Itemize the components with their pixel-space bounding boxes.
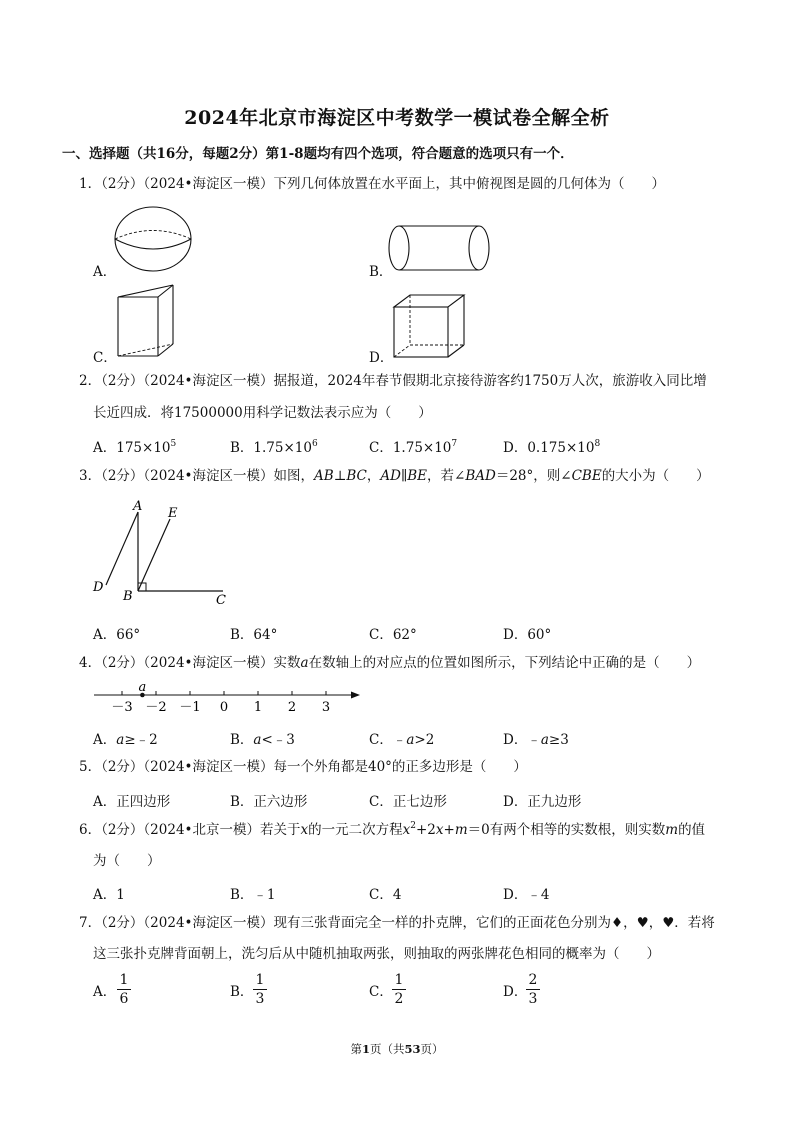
- page-title: 2024年北京市海淀区中考数学一模试卷全解全析: [184, 107, 610, 129]
- q7-option-a-label: A．: [93, 984, 117, 1000]
- q2-option-d: D．$0.175\times 10^8$: [503, 439, 601, 456]
- triangular-prism-icon: [113, 283, 178, 358]
- arrow-icon: [351, 692, 360, 699]
- cube-icon: [390, 293, 470, 361]
- q6-option-d: D．﹣4: [503, 887, 550, 903]
- q2-option-a: A．$175\times 10^5$: [93, 439, 177, 456]
- q4-option-a: A．a≥﹣2: [93, 732, 158, 748]
- q4-option-d: D．﹣a≥3: [503, 732, 569, 748]
- question-4: 4．（2分）（2024•海淀区一模）实数a在数轴上的对应点的位置如图所示，下列结论中正确的是（ ）: [79, 655, 701, 671]
- q3-option-b: B．64°: [230, 627, 278, 643]
- q7-option-c-fraction: $\frac{1}{2}$: [392, 972, 406, 1007]
- label-e: E: [168, 506, 178, 521]
- page-number: 1: [361, 1042, 370, 1056]
- q7-option-d-label: D．: [503, 984, 528, 1000]
- q7-option-a-fraction: $\frac{1}{6}$: [117, 972, 131, 1007]
- point-a-label: a: [138, 680, 147, 695]
- q2-option-c: C．$1.75\times 10^7$: [369, 439, 458, 456]
- question-text: （2分）（2024•海淀区一模）据报道，2024年春节假期北京接待游客约1750万人次，旅游收入同比增: [101, 373, 707, 389]
- question-6-line2: 为（ ）: [93, 853, 161, 869]
- question-number: 1．: [79, 176, 102, 192]
- question-number: 2．: [79, 373, 102, 389]
- number-line: [92, 680, 367, 716]
- q3-option-a: A．66°: [93, 627, 141, 643]
- label-b: B: [123, 589, 133, 604]
- tick-label: 2: [287, 700, 297, 715]
- q3-option-d: D．60°: [503, 627, 552, 643]
- cylinder-icon: [387, 222, 492, 274]
- tick-label: 3: [321, 700, 331, 715]
- question-2-line2: 长近四成．将17500000用科学记数法表示应为（ ）: [93, 405, 432, 421]
- question-5: 5．（2分）（2024•海淀区一模）每一个外角都是40°的正多边形是（ ）: [79, 759, 527, 775]
- q2-option-b: B．$1.75\times 10^6$: [230, 439, 318, 456]
- tick-label: －2: [145, 700, 167, 715]
- tick-label: －3: [111, 700, 133, 715]
- q5-option-d: D．正九边形: [503, 794, 582, 810]
- q7-option-d-fraction: $\frac{2}{3}$: [526, 972, 540, 1007]
- q7-option-b-fraction: $\frac{1}{3}$: [253, 972, 267, 1007]
- option-d-label: D．: [369, 350, 394, 366]
- q3-option-c: C．62°: [369, 627, 417, 643]
- q4-option-b: B．a<﹣3: [230, 732, 295, 748]
- question-3: 3．（2分）（2024•海淀区一模）如图，AB⊥BC，AD∥BE，若∠BAD＝28°，则∠CBE的大小为（ ）: [79, 468, 710, 484]
- q7-option-c-label: C．: [369, 984, 393, 1000]
- q6-option-a: A．1: [93, 887, 125, 903]
- page-footer: 第1页（共53页）: [350, 1042, 444, 1056]
- q7-option-b-label: B．: [230, 984, 254, 1000]
- q5-option-a: A．正四边形: [93, 794, 171, 810]
- section-heading: 一、选择题（共16分，每题2分）第1-8题均有四个选项，符合题意的选项只有一个．: [62, 146, 574, 162]
- label-d: D: [93, 580, 104, 595]
- question-1: [79, 175, 665, 193]
- tick-label: 0: [219, 700, 229, 715]
- tick-label: －1: [179, 700, 201, 715]
- label-c: C: [216, 593, 226, 608]
- option-a-label: A．: [93, 264, 117, 280]
- q6-option-c: C．4: [369, 887, 402, 903]
- question-7-line2: 这三张扑克牌背面朝上，洗匀后从中随机抽取两张，则抽取的两张牌花色相同的概率为（ ）: [93, 946, 660, 962]
- q6-option-b: B．﹣1: [230, 887, 276, 903]
- angle-figure: [88, 497, 248, 607]
- sphere-icon: [113, 204, 193, 274]
- page-total: 53: [404, 1042, 421, 1056]
- tick-label: 1: [253, 700, 263, 715]
- q5-option-c: C．正七边形: [369, 794, 447, 810]
- question-7: 7．（2分）（2024•海淀区一模）现有三张背面完全一样的扑克牌，它们的正面花色分别为♦，♥，♥．若将: [79, 915, 715, 931]
- question-text: （2分）（2024•海淀区一模）下列几何体放置在水平面上，其中俯视图是圆的几何体为（ ）: [101, 176, 666, 192]
- question-6: 6．（2分）（2024•北京一模）若关于x的一元二次方程$x^2+2x+m=0$有两个相等的实数根，则实数m的值: [79, 821, 706, 838]
- question-2: [79, 372, 707, 390]
- option-c-label: C．: [93, 350, 117, 366]
- q5-option-b: B．正六边形: [230, 794, 308, 810]
- q4-option-c: C．﹣a>2: [369, 732, 435, 748]
- option-b-label: B．: [369, 264, 393, 280]
- label-a: A: [133, 499, 143, 514]
